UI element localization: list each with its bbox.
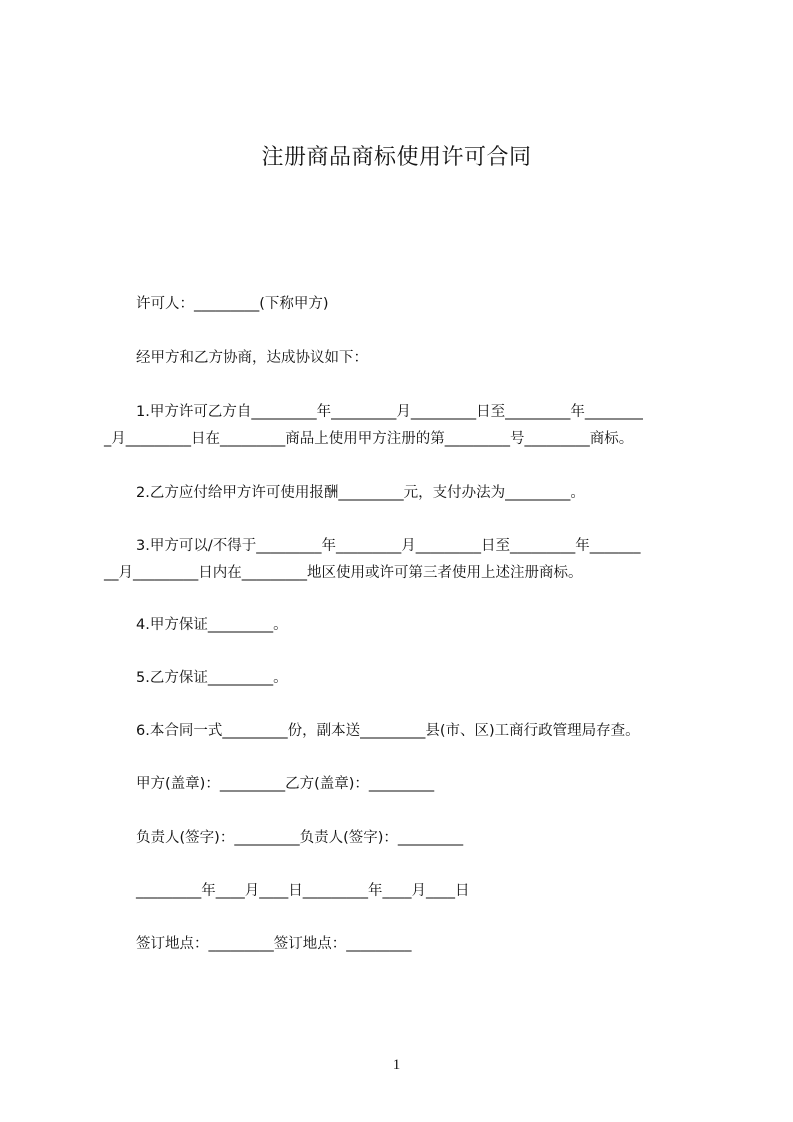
seal-line: 甲方(盖章)：_________乙方(盖章)：_________ bbox=[136, 776, 435, 792]
signature-line: 负责人(签字)：_________负责人(签字)：_________ bbox=[136, 830, 464, 846]
page-number: 1 bbox=[392, 1057, 401, 1073]
clause-1-line-1: 1.甲方许可乙方自_________年_________月_________日至_________年________ bbox=[136, 404, 643, 420]
clause-4: 4.甲方保证_________。 bbox=[136, 617, 288, 633]
licensor-line: 许可人：_________(下称甲方) bbox=[136, 296, 329, 312]
clause-1-line-2: _月_________日在_________商品上使用甲方注册的第_________号_________商标。 bbox=[104, 431, 634, 447]
date-line: _________年____月____日_________年____月____日 bbox=[136, 883, 470, 899]
document-title: 注册商品商标使用许可合同 bbox=[261, 145, 532, 170]
clause-2: 2.乙方应付给甲方许可使用报酬_________元，支付办法为_________。 bbox=[136, 485, 585, 501]
clause-6: 6.本合同一式_________份，副本送_________县(市、区)工商行政管理局存查。 bbox=[136, 723, 640, 739]
clause-5: 5.乙方保证_________。 bbox=[136, 670, 288, 686]
signing-place-line: 签订地点：_________签订地点：_________ bbox=[136, 936, 412, 952]
clause-3-line-2: __月_________日内在_________地区使用或许可第三者使用上述注册商标。 bbox=[104, 565, 583, 581]
clause-3-line-1: 3.甲方可以/不得于_________年_________月_________日至_________年_______ bbox=[136, 538, 641, 554]
agreement-intro: 经甲方和乙方协商，达成协议如下： bbox=[136, 350, 368, 366]
